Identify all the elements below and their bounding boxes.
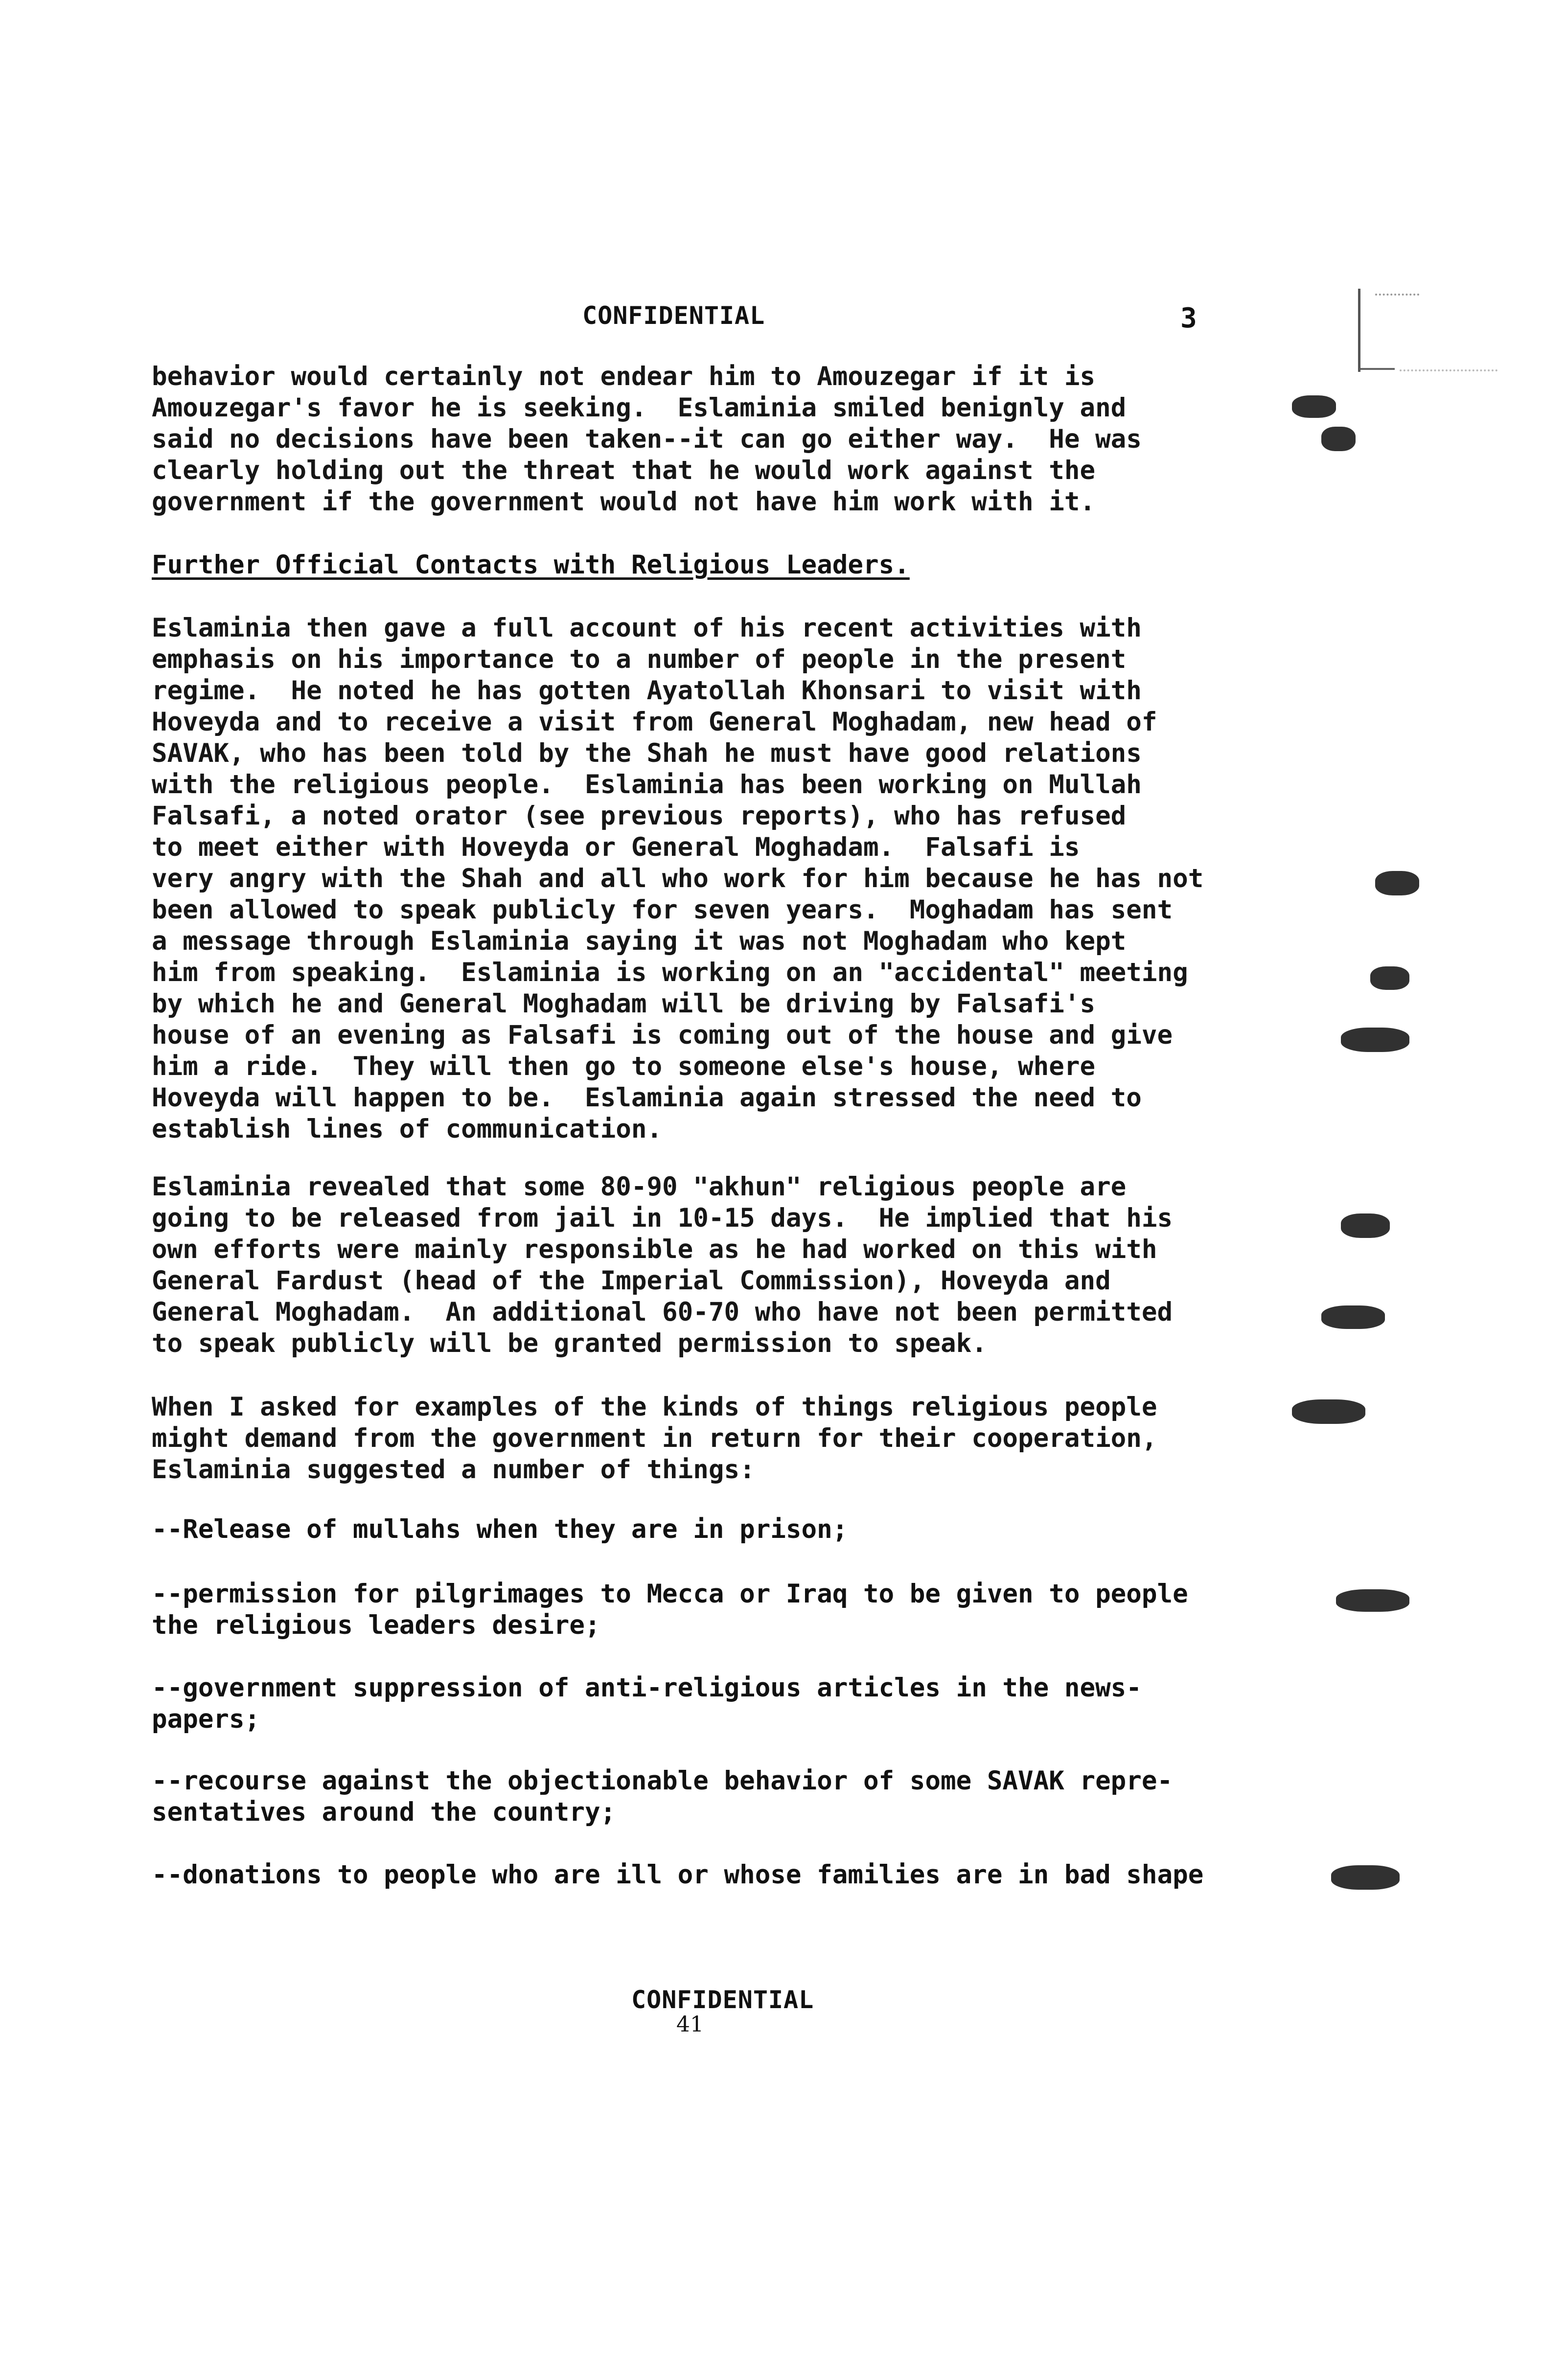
paragraph-line: by which he and General Moghadam will be driving by Falsafi's: [152, 989, 1096, 1019]
demand-item: [152, 1514, 1444, 1545]
paragraph-line: clearly holding out the threat that he would work against the: [152, 456, 1096, 485]
ink-smudge: [1370, 966, 1409, 990]
paragraph-2: [152, 613, 1444, 1145]
paragraph-line: Eslaminia revealed that some 80-90 "akhun" religious people are: [152, 1172, 1127, 1202]
paragraph-line: regime. He noted he has gotten Ayatollah Khonsari to visit with: [152, 676, 1142, 706]
paragraph-line: own efforts were mainly responsible as he had worked on this with: [152, 1235, 1157, 1264]
paragraph-line: to speak publicly will be granted permission to speak.: [152, 1328, 987, 1358]
section-heading: Further Official Contacts with Religious Leaders.: [152, 550, 910, 580]
paragraph-line: behavior would certainly not endear him to Amouzegar if it is: [152, 362, 1096, 391]
demand-line: --donations to people who are ill or whose families are in bad shape: [152, 1860, 1204, 1890]
ink-smudge: [1292, 395, 1336, 418]
paragraph-4: [152, 1392, 1444, 1486]
paragraph-line: him a ride. They will then go to someone else's house, where: [152, 1052, 1096, 1081]
paragraph-line: Amouzegar's favor he is seeking. Eslaminia smiled benignly and: [152, 393, 1127, 423]
paragraph-line: Hoveyda will happen to be. Eslaminia again stressed the need to: [152, 1083, 1142, 1113]
ink-smudge: [1341, 1213, 1390, 1238]
demand-line: papers;: [152, 1704, 260, 1734]
header-classification: CONFIDENTIAL: [582, 301, 765, 330]
demand-item: [152, 1859, 1444, 1891]
paragraph-line: SAVAK, who has been told by the Shah he must have good relations: [152, 738, 1142, 768]
paragraph-line: a message through Eslaminia saying it was not Moghadam who kept: [152, 926, 1127, 956]
ink-smudge: [1336, 1589, 1409, 1612]
footer-classification: CONFIDENTIAL: [631, 1986, 814, 2014]
ink-smudge: [1321, 1305, 1385, 1329]
paragraph-line: Eslaminia suggested a number of things:: [152, 1455, 755, 1485]
ink-smudge: [1321, 427, 1356, 451]
ink-smudge: [1341, 1028, 1409, 1052]
ink-smudge: [1331, 1865, 1400, 1890]
demand-line: --recourse against the objectionable behavior of some SAVAK repre-: [152, 1766, 1173, 1796]
paragraph-line: government if the government would not have him work with it.: [152, 487, 1096, 517]
paragraph-line: very angry with the Shah and all who work for him because he has not: [152, 864, 1204, 893]
paragraph-line: said no decisions have been taken--it can go either way. He was: [152, 424, 1142, 454]
paragraph-line: Eslaminia then gave a full account of his recent activities with: [152, 613, 1142, 643]
demand-item: [152, 1579, 1444, 1641]
demand-line: the religious leaders desire;: [152, 1610, 600, 1640]
paragraph-line: house of an evening as Falsafi is coming out of the house and give: [152, 1020, 1173, 1050]
demand-line: --government suppression of anti-religious articles in the news-: [152, 1673, 1142, 1703]
paragraph-1: [152, 361, 1444, 518]
ink-smudge: [1375, 871, 1419, 895]
paragraph-line: with the religious people. Eslaminia has been working on Mullah: [152, 770, 1142, 800]
ink-smudge: [1292, 1399, 1365, 1424]
header-page-number: 3: [1180, 302, 1197, 334]
paragraph-line: him from speaking. Eslaminia is working on an "accidental" meeting: [152, 958, 1188, 987]
paragraph-line: General Fardust (head of the Imperial Commission), Hoveyda and: [152, 1266, 1111, 1296]
footer-page-number: 41: [676, 2012, 704, 2037]
paragraph-line: establish lines of communication.: [152, 1114, 663, 1144]
paragraph-line: Hoveyda and to receive a visit from General Moghadam, new head of: [152, 707, 1157, 737]
margin-bracket: [1358, 289, 1365, 372]
paragraph-line: been allowed to speak publicly for seven years. Moghadam has sent: [152, 895, 1173, 925]
paragraph-line: might demand from the government in return for their cooperation,: [152, 1423, 1157, 1453]
demand-line: --Release of mullahs when they are in prison;: [152, 1514, 848, 1544]
demand-item: [152, 1765, 1444, 1828]
paragraph-3: [152, 1171, 1444, 1359]
paragraph-line: emphasis on his importance to a number of people in the present: [152, 644, 1127, 674]
paragraph-line: Falsafi, a noted orator (see previous reports), who has refused: [152, 801, 1127, 831]
paragraph-line: going to be released from jail in 10-15 days. He implied that his: [152, 1203, 1173, 1233]
paragraph-line: General Moghadam. An additional 60-70 who have not been permitted: [152, 1297, 1173, 1327]
margin-dotted-mark: [1375, 294, 1419, 296]
demand-line: --permission for pilgrimages to Mecca or Iraq to be given to people: [152, 1579, 1188, 1609]
demand-item: [152, 1672, 1444, 1735]
paragraph-line: to meet either with Hoveyda or General Moghadam. Falsafi is: [152, 832, 1080, 862]
paragraph-line: When I asked for examples of the kinds of things religious people: [152, 1392, 1157, 1422]
demand-line: sentatives around the country;: [152, 1797, 616, 1827]
